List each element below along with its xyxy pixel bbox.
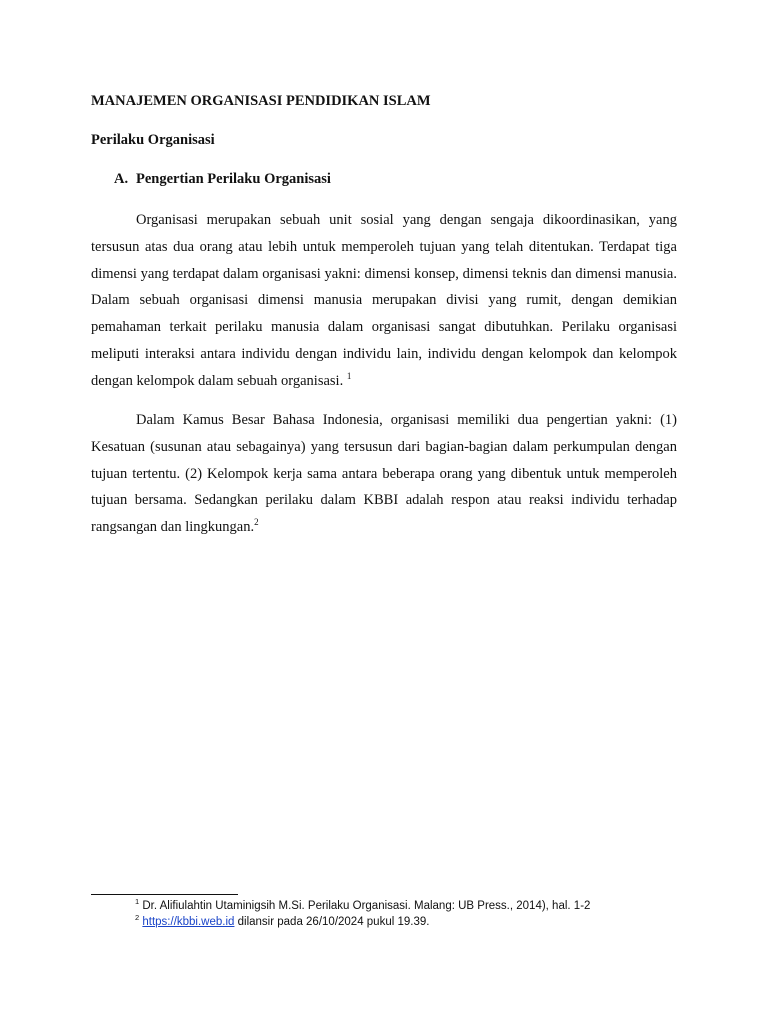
footnote-2-text: dilansir pada 26/10/2024 pukul 19.39. [234, 915, 430, 928]
section-marker: A. [114, 171, 129, 187]
footnote-separator [91, 894, 238, 895]
paragraph-1-text: Organisasi merupakan sebuah unit sosial yang dengan sengaja dikoordinasikan, yang tersusun atas dua orang atau lebih untuk memperoleh tujuan yang telah ditentukan. Terdapat tiga dimensi yang terdapat dalam organisasi yakni: dimensi konsep, dimensi teknis dan dimensi manusia. Dalam sebuah organisasi dimensi manusia merupakan divisi yang rumit, dengan demikian pemahaman terkait perilaku manusia dalam organisasi sangat dibutuhkan. Perilaku organisasi meliputi interaksi antara individu dengan individu lain, individu dengan kelompok dan kelompok dengan kelompok dalam sebuah organisasi. [91, 212, 677, 389]
section-heading-text: Pengertian Perilaku Organisasi [136, 171, 331, 187]
section-heading [114, 171, 331, 188]
document-title: MANAJEMEN ORGANISASI PENDIDIKAN ISLAM [91, 93, 431, 109]
footnote-ref-1: 1 [346, 370, 352, 381]
footnote-2-number: 2 [135, 912, 140, 922]
document-subtitle: Perilaku Organisasi [91, 132, 215, 148]
footnote-ref-2: 2 [254, 517, 259, 528]
footnote-2-link[interactable]: https://kbbi.web.id [142, 915, 235, 928]
body-paragraph-1 [91, 207, 677, 395]
body-paragraph-2 [91, 407, 677, 541]
paragraph-2-text: Dalam Kamus Besar Bahasa Indonesia, organisasi memiliki dua pengertian yakni: (1) Kesatuan (susunan atau sebagainya) yang tersusun dari bagian-bagian dalam perkumpulan dengan tujuan tertentu. (2) Kelompok kerja sama antara beberapa orang yang dibentuk untuk memperoleh tujuan bersama. Sedangkan perilaku dalam KBBI adalah respon atau reaksi individu terhadap rangsangan dan lingkungan. [91, 412, 677, 536]
footnote-1-text: Dr. Alifiulahtin Utaminigsih M.Si. Perilaku Organisasi. Malang: UB Press., 2014), hal. 1-2 [139, 900, 591, 912]
footnote-2 [135, 912, 695, 931]
footnote-1-number: 1 [135, 897, 140, 907]
footnotes [135, 899, 695, 930]
footnote-1 [135, 899, 695, 915]
